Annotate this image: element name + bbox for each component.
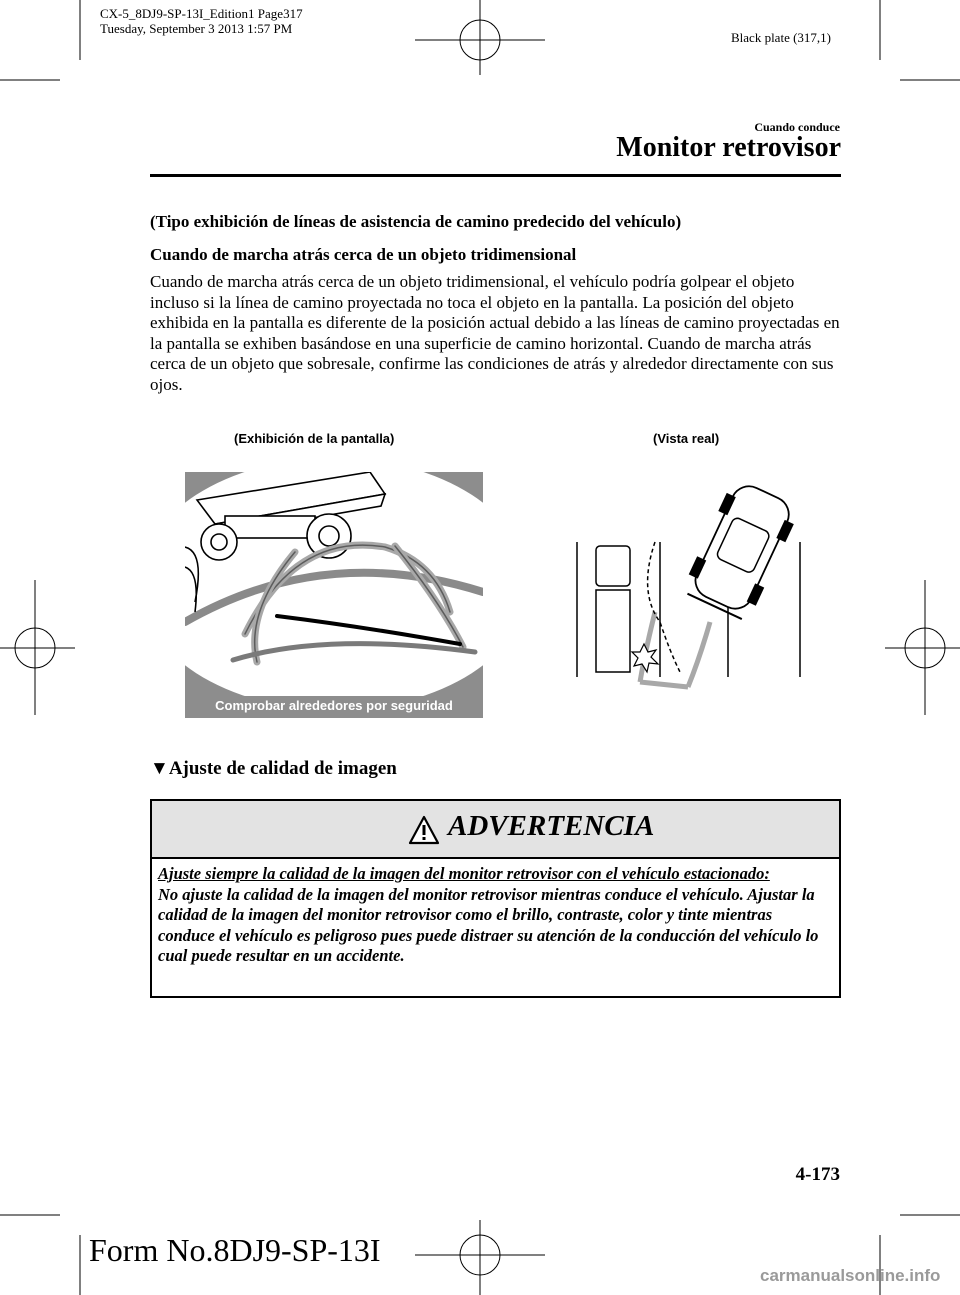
section-heading-label: Ajuste de calidad de imagen xyxy=(168,758,397,779)
topic-heading: Cuando de marcha atrás cerca de un objeto tridimensional xyxy=(150,245,577,264)
form-number: Form No.8DJ9-SP-13I xyxy=(89,1232,381,1268)
warning-lead: Ajuste siempre la calidad de la imagen del monitor retrovisor con el vehículo estacionado: xyxy=(158,864,770,883)
warning-body xyxy=(152,859,839,967)
warning-title: ADVERTENCIA xyxy=(448,810,655,842)
page-title: Monitor retrovisor xyxy=(616,132,841,163)
section-heading xyxy=(150,758,397,780)
section-label: Cuando conduce xyxy=(754,120,840,134)
warning-box xyxy=(150,799,841,998)
screen-display-illustration xyxy=(185,472,483,718)
plate-label: Black plate (317,1) xyxy=(731,30,831,45)
real-view-caption: (Vista real) xyxy=(653,431,720,446)
warning-header xyxy=(152,801,839,859)
triangle-marker-icon: ▼ xyxy=(150,758,169,779)
warning-triangle-icon xyxy=(408,815,440,845)
page-number: 4-173 xyxy=(795,1164,840,1185)
warning-text: No ajuste la calidad de la imagen del monitor retrovisor mientras conduce el vehículo. Ajustar la calidad de la imagen del monitor retrovisor como el brillo, contraste, color y tinte mientras conduce el vehículo es peligroso pues puede distraer su atención de la conducción del vehículo lo cual puede resultar en un accidente. xyxy=(158,884,819,965)
header-rule xyxy=(150,174,841,177)
subheading: (Tipo exhibición de líneas de asistencia de camino predecido del vehículo) xyxy=(150,212,682,231)
print-job-line: CX-5_8DJ9-SP-13I_Edition1 Page317 xyxy=(100,6,303,21)
screen-warning-banner: Comprobar alrededores por seguridad xyxy=(215,698,453,713)
print-timestamp: Tuesday, September 3 2013 1:57 PM xyxy=(100,21,293,36)
real-view-illustration xyxy=(560,482,820,692)
screen-view-caption: (Exhibición de la pantalla) xyxy=(234,431,395,446)
watermark: carmanualsonline.info xyxy=(760,1266,941,1285)
body-paragraph: Cuando de marcha atrás cerca de un objeto tridimensional, el vehículo podría golpear el objeto incluso si la línea de camino proyectada no toca el objeto en la pantalla. La posición del objeto exhibida en la pantalla es diferente de la posición actual debido a las líneas de camino proyectadas en la pantalla se exhiben basándose en una superficie de camino horizontal. Cuando de marcha atrás cerca de un objeto que sobresale, confirme las condiciones de atrás y alrededor directamente con sus ojos. xyxy=(150,272,840,394)
